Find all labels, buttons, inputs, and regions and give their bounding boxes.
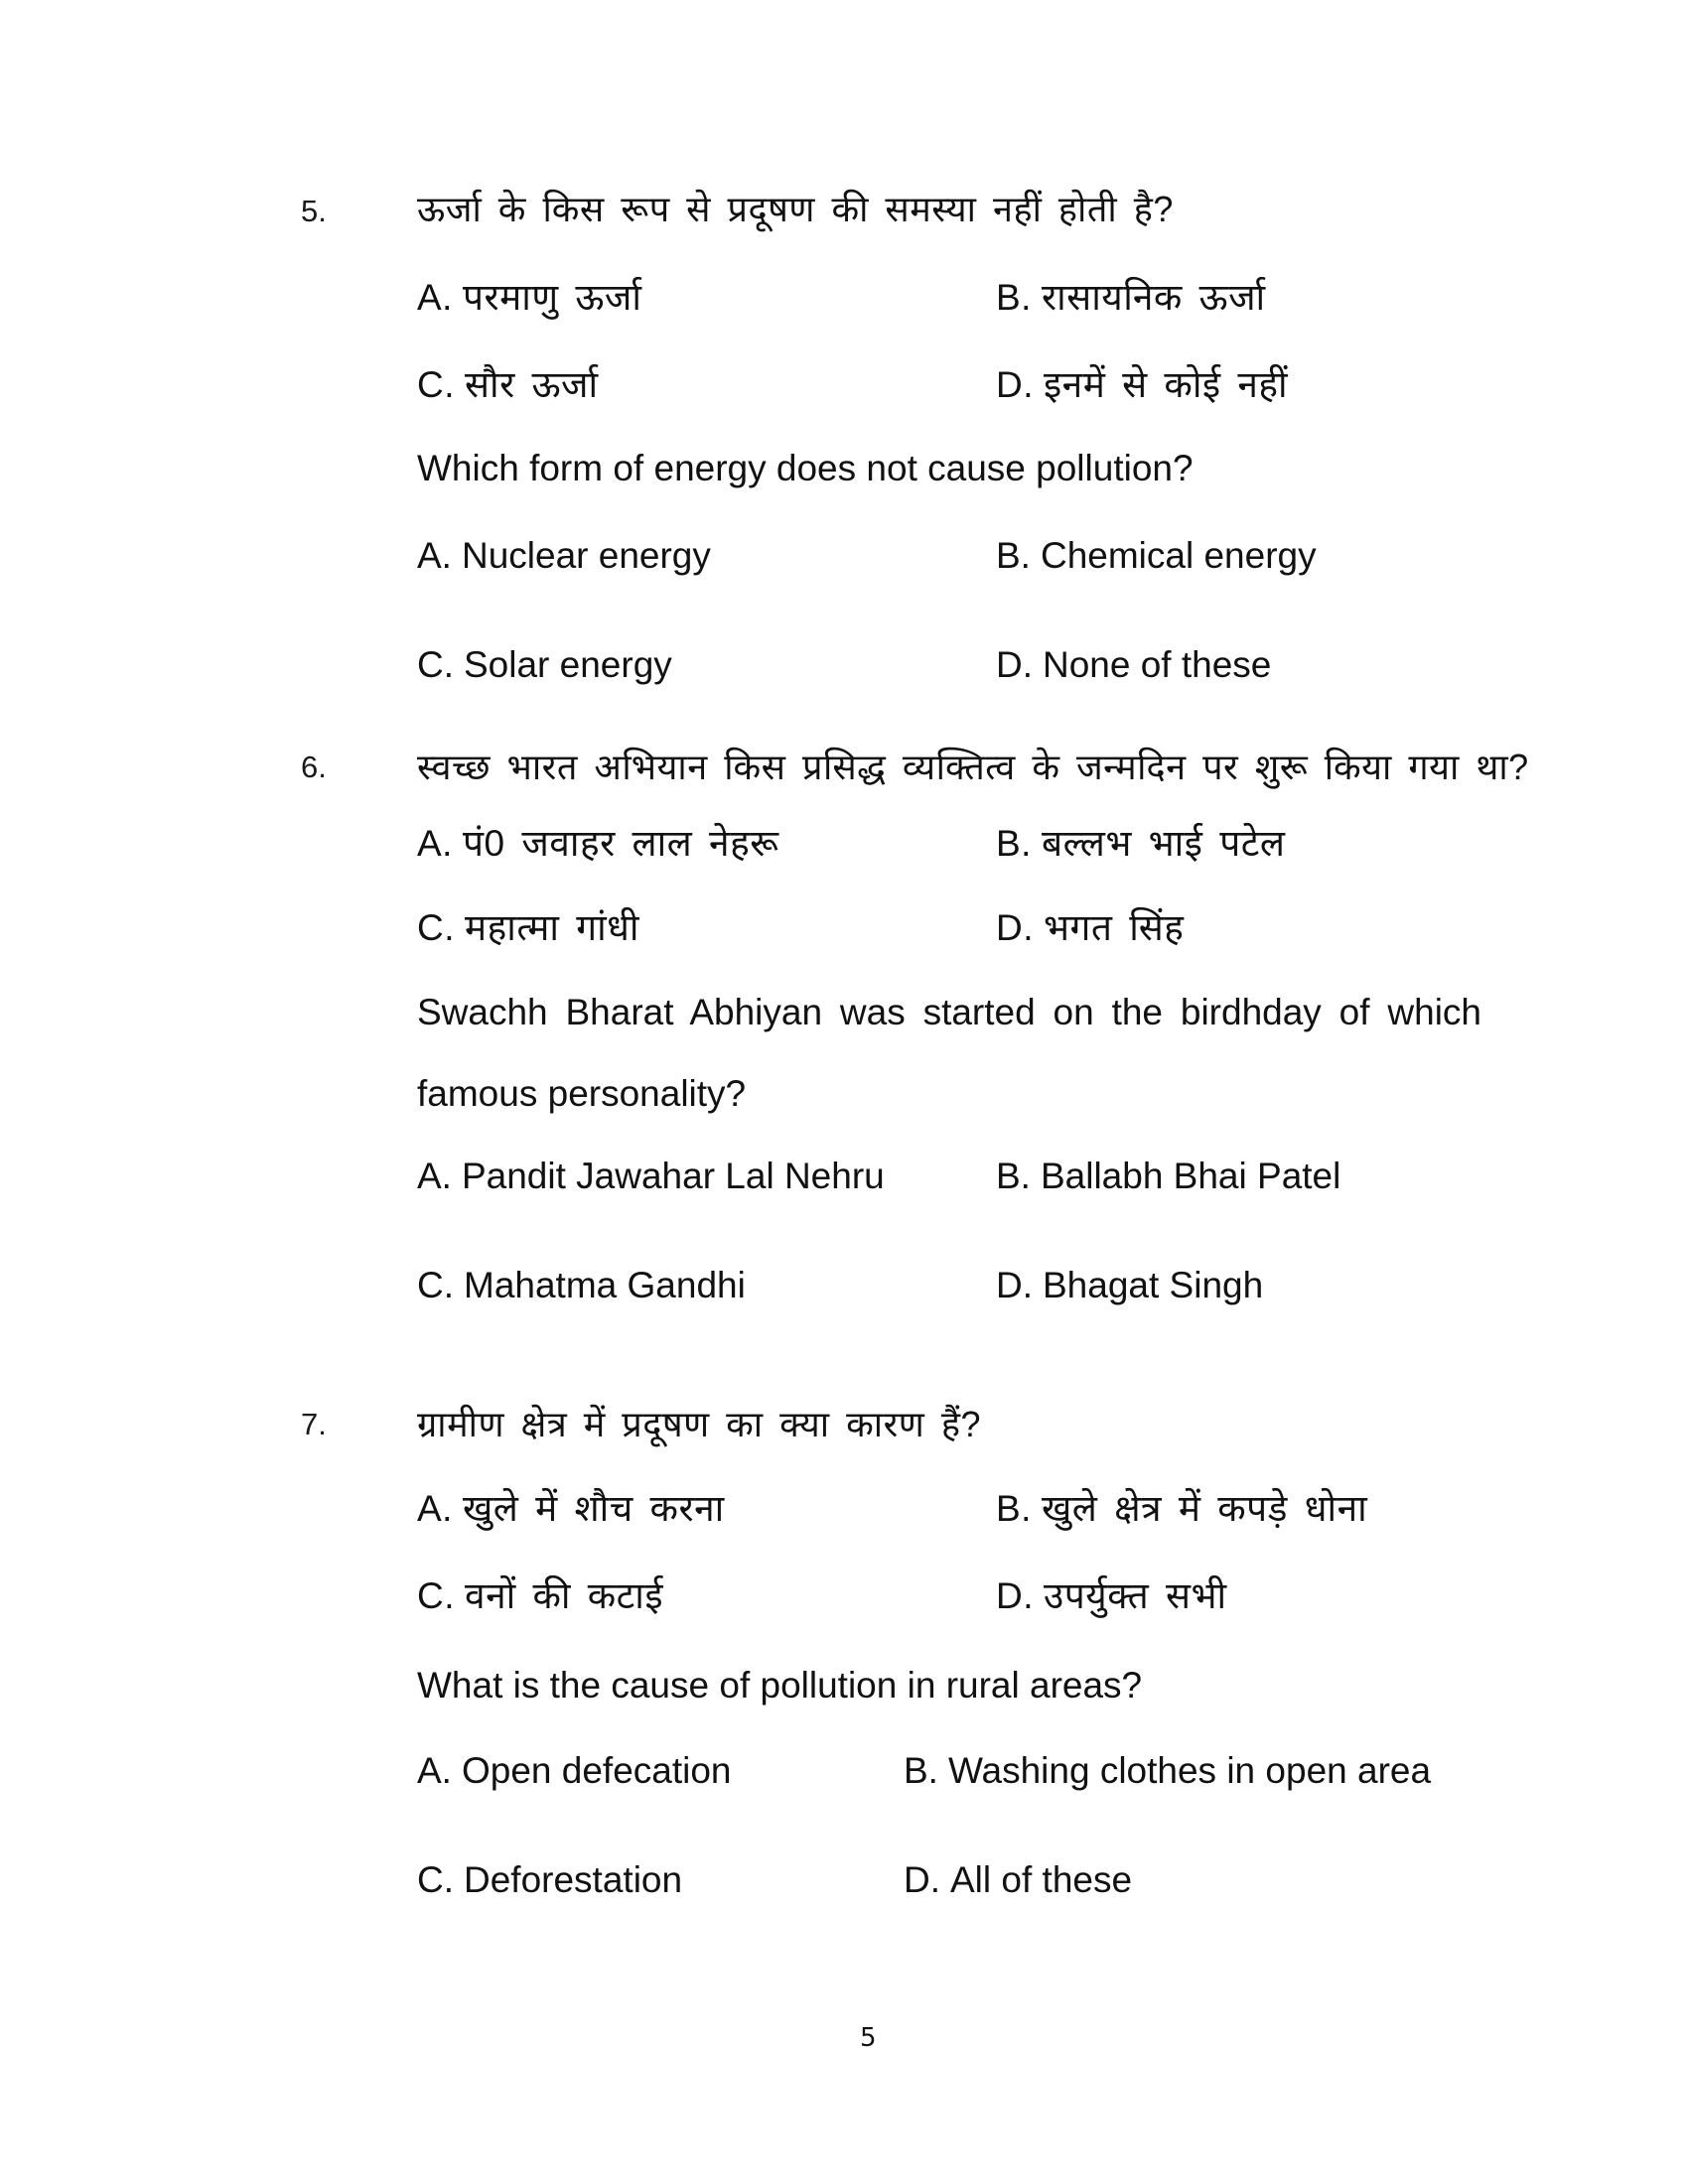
option-letter: A. [417,1156,452,1196]
option-letter: C. [417,1265,454,1305]
option-text: Nuclear energy [461,535,711,576]
option-text: All of these [950,1859,1133,1900]
option-b-english [904,1749,1431,1793]
option-letter: C. [417,644,454,685]
question-number: 6. [301,750,327,784]
option-letter: A. [417,1750,452,1791]
option-text: भगत सिंह [1044,907,1185,948]
option-letter: C. [417,907,455,948]
option-letter: D. [996,907,1034,948]
option-a-english [417,534,711,578]
option-c-english [417,643,672,687]
option-text: None of these [1043,644,1272,685]
option-letter: B. [996,277,1032,318]
option-letter: D. [904,1859,940,1900]
option-letter: A. [417,823,453,864]
option-text: Washing clothes in open area [947,1750,1432,1791]
question-text-hindi: ग्रामीण क्षेत्र में प्रदूषण का क्या कारण हैं? [417,1404,981,1444]
option-d-english [996,1264,1263,1307]
option-letter: B. [996,1156,1031,1196]
option-text: Solar energy [464,644,672,685]
option-letter: D. [996,1265,1033,1305]
option-letter: D. [996,364,1034,405]
option-text: Mahatma Gandhi [464,1265,746,1305]
option-a-hindi [417,1487,725,1531]
option-letter: B. [996,823,1032,864]
option-text: उपर्युक्त सभी [1044,1575,1227,1616]
option-letter: A. [417,535,452,576]
option-d-hindi [996,1574,1227,1618]
question-number: 5. [301,194,327,228]
option-text: खुले में शौच करना [462,1488,725,1529]
option-text: पं0 जवाहर लाल नेहरू [462,823,779,864]
option-a-english [417,1749,732,1793]
option-letter: B. [904,1750,938,1791]
option-b-hindi [996,276,1266,320]
option-b-hindi [996,1487,1367,1531]
option-text: महात्मा गांधी [465,907,639,948]
option-text: परमाणु ऊर्जा [462,277,642,318]
option-text: वनों की कटाई [465,1575,664,1616]
option-text: बल्लभ भाई पटेल [1041,823,1286,864]
option-b-english [996,534,1317,578]
option-text: Pandit Jawahar Lal Nehru [461,1156,885,1196]
option-d-english [996,643,1271,687]
option-c-hindi [417,906,639,950]
option-c-english [417,1264,746,1307]
option-a-hindi [417,276,641,320]
question-text-english: What is the cause of pollution in rural areas? [417,1665,1143,1706]
option-b-english [996,1155,1340,1198]
question-text-english: Which form of energy does not cause pollution? [417,448,1194,488]
question-text-english-line1: Swachh Bharat Abhiyan was started on the birdhday of which [417,992,1481,1032]
option-text: Bhagat Singh [1043,1265,1264,1305]
question-text-hindi: ऊर्जा के किस रूप से प्रदूषण की समस्या नहीं होती है? [417,189,1174,229]
question-number: 7. [301,1407,327,1441]
option-text: सौर ऊर्जा [465,364,599,405]
option-letter: D. [996,1575,1034,1616]
option-letter: C. [417,1859,454,1900]
option-d-english [904,1858,1132,1902]
option-letter: B. [996,1488,1032,1529]
option-c-english [417,1858,682,1902]
option-letter: B. [996,535,1031,576]
option-text: Chemical energy [1040,535,1317,576]
option-text: रासायनिक ऊर्जा [1041,277,1266,318]
option-text: इनमें से कोई नहीं [1044,364,1289,405]
option-letter: A. [417,1488,453,1529]
option-letter: C. [417,364,455,405]
option-letter: D. [996,644,1033,685]
option-a-english [417,1155,885,1198]
option-d-hindi [996,363,1288,407]
option-a-hindi [417,822,778,866]
option-c-hindi [417,1574,663,1618]
option-text: खुले क्षेत्र में कपड़े धोना [1041,1488,1368,1529]
option-letter: A. [417,277,453,318]
question-text-english-line2: famous personality? [417,1073,747,1114]
option-text: Ballabh Bhai Patel [1040,1156,1341,1196]
page-number: 5 [860,2023,877,2053]
option-letter: C. [417,1575,455,1616]
option-b-hindi [996,822,1285,866]
option-d-hindi [996,906,1184,950]
option-c-hindi [417,363,599,407]
option-text: Open defecation [461,1750,732,1791]
option-text: Deforestation [464,1859,683,1900]
question-text-hindi: स्वच्छ भारत अभियान किस प्रसिद्ध व्यक्तित्व के जन्मदिन पर शुरू किया गया था? [417,747,1529,787]
